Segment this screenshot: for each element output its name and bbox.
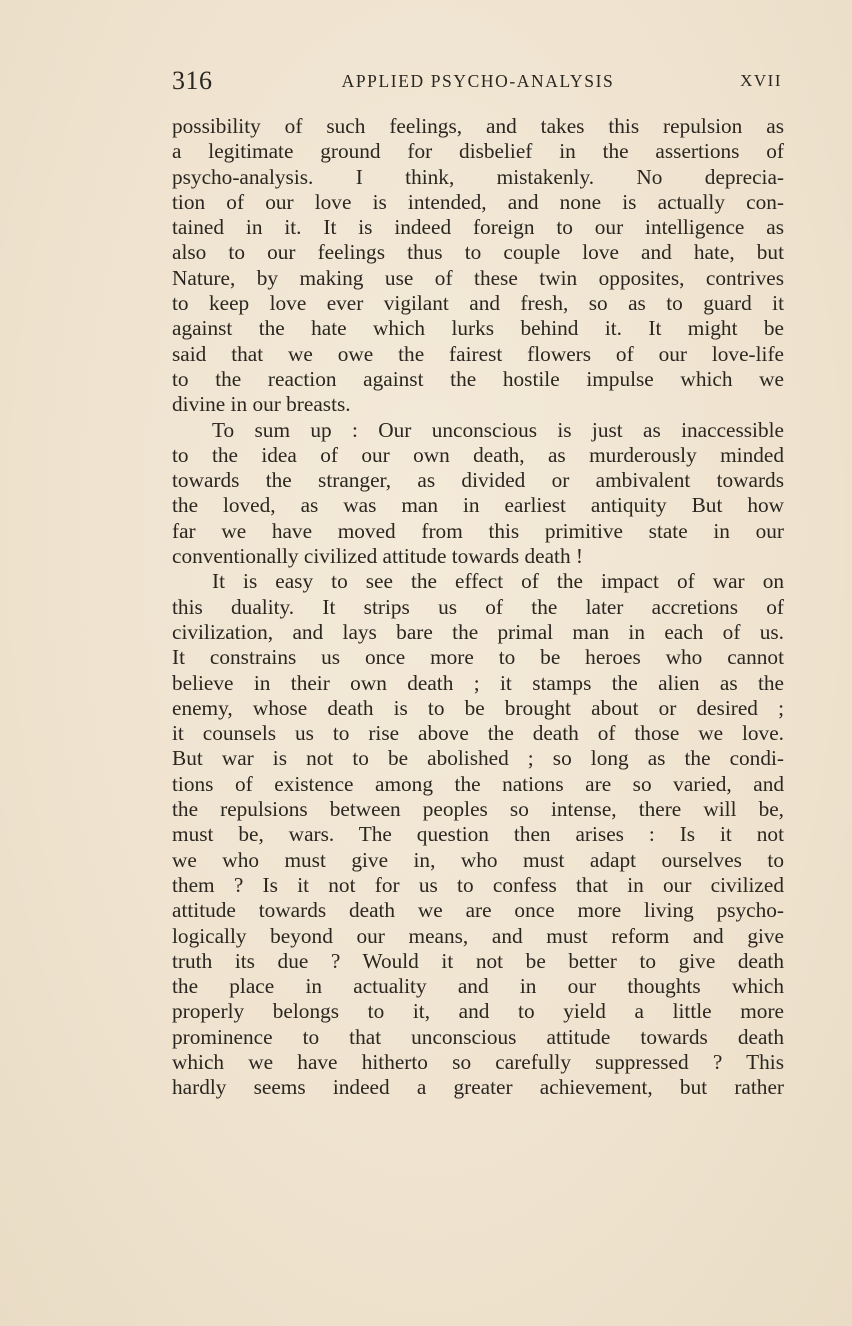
text-line: conventionally civilized attitude towards death !	[172, 544, 584, 569]
text-line: which we have hitherto so carefully suppressed ? This	[172, 1049, 784, 1074]
text-line: to the reaction against the hostile impulse which we	[172, 366, 784, 391]
page-number: 316	[172, 66, 213, 95]
text-line: prominence to that unconscious attitude towards death	[172, 1024, 784, 1049]
text-line: to keep love ever vigilant and fresh, so as to guard it	[172, 291, 784, 316]
text-line: to the idea of our own death, as murderously minded	[172, 442, 784, 467]
text-line: attitude towards death we are once more living psycho-	[172, 898, 784, 923]
text-line: the place in actuality and in our thoughts which	[172, 974, 784, 999]
text-line: truth its due ? Would it not be better to give death	[172, 948, 784, 973]
text-line: It constrains us once more to be heroes who cannot	[172, 645, 784, 670]
text-line: Nature, by making use of these twin opposites, contrives	[172, 265, 784, 290]
running-title: APPLIED PSYCHO-ANALYSIS	[341, 71, 615, 91]
text-line: civilization, and lays bare the primal man in each of us.	[172, 619, 784, 644]
text-line: properly belongs to it, and to yield a little more	[172, 999, 784, 1024]
text-line: divine in our breasts.	[172, 392, 351, 417]
text-line: them ? Is it not for us to confess that in our civilized	[172, 872, 784, 897]
text-line: believe in their own death ; it stamps the alien as the	[172, 670, 784, 695]
text-line: far we have moved from this primitive state in our	[172, 518, 784, 543]
text-line: it counsels us to rise above the death of those we love.	[172, 721, 784, 746]
text-line: said that we owe the fairest flowers of our love-life	[172, 341, 784, 366]
text-line: enemy, whose death is to be brought about or desired ;	[172, 695, 784, 720]
text-line: tained in it. It is indeed foreign to our intelligence as	[172, 215, 784, 240]
body-text	[172, 114, 784, 1101]
text-line: we who must give in, who must adapt ourselves to	[172, 847, 784, 872]
chapter-number: XVII	[740, 71, 782, 90]
text-line: a legitimate ground for disbelief in the assertions of	[172, 139, 784, 164]
text-line: To sum up : Our unconscious is just as inaccessible	[212, 417, 784, 442]
running-header	[172, 66, 784, 100]
text-line: tion of our love is intended, and none is actually con-	[172, 189, 784, 214]
text-line: psycho-analysis. I think, mistakenly. No deprecia-	[172, 164, 784, 189]
text-line: must be, wars. The question then arises : Is it not	[172, 822, 784, 847]
text-line: also to our feelings thus to couple love and hate, but	[172, 240, 784, 265]
text-line: It is easy to see the effect of the impact of war on	[212, 569, 784, 594]
text-line: the repulsions between peoples so intense, there will be,	[172, 797, 784, 822]
text-line: this duality. It strips us of the later accretions of	[172, 594, 784, 619]
text-line: against the hate which lurks behind it. It might be	[172, 316, 784, 341]
text-line: possibility of such feelings, and takes this repulsion as	[172, 114, 784, 138]
text-line: tions of existence among the nations are so varied, and	[172, 771, 784, 796]
text-line: hardly seems indeed a greater achievement, but rather	[172, 1075, 784, 1100]
text-line: towards the stranger, as divided or ambivalent towards	[172, 468, 784, 493]
text-line: But war is not to be abolished ; so long as the condi-	[172, 746, 784, 771]
text-line: the loved, as was man in earliest antiquity But how	[172, 493, 784, 518]
text-line: logically beyond our means, and must reform and give	[172, 923, 784, 948]
